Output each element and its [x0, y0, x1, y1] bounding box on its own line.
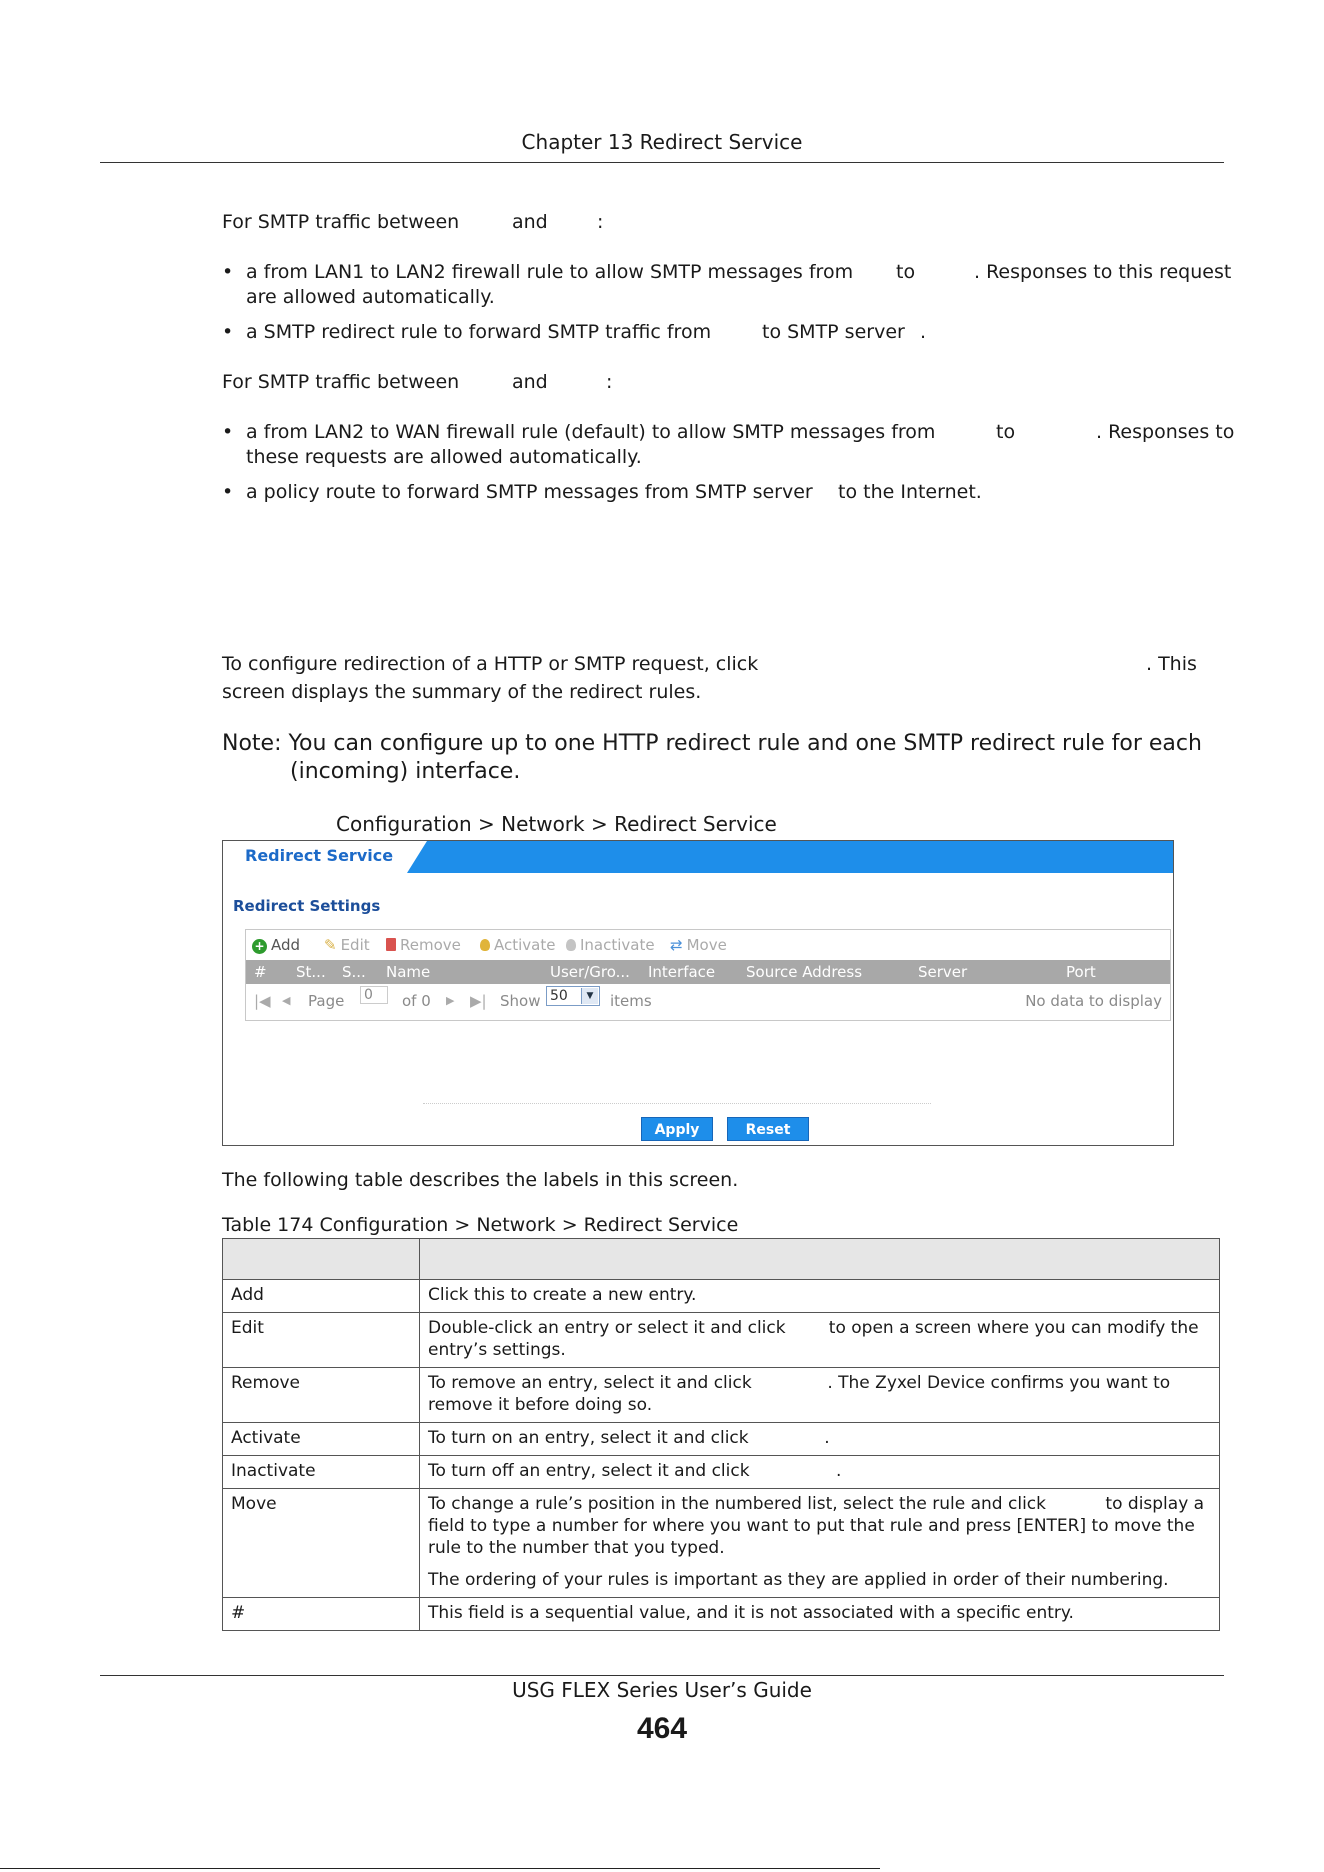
- bullet-text: . Responses to this request: [974, 261, 1232, 283]
- table-header-row: [223, 1239, 1220, 1280]
- table-caption: Table 174 Configuration > Network > Redirect Service: [222, 1214, 739, 1236]
- column-header[interactable]: Name: [386, 963, 431, 981]
- row-text: To remove an entry, select it and click . The Zyxel Device confirms you want to remove it before doing so.: [428, 1373, 1176, 1415]
- row-description: [420, 1280, 1220, 1313]
- redirect-service-screenshot: [222, 840, 1174, 1146]
- table-row: [223, 1489, 1220, 1598]
- row-label: Move: [223, 1489, 420, 1598]
- column-header[interactable]: Interface: [648, 963, 716, 981]
- figure-caption: Configuration > Network > Redirect Service: [336, 812, 777, 836]
- note-line: (incoming) interface.: [290, 759, 521, 784]
- bullet-text: these requests are allowed automatically.: [246, 446, 642, 468]
- reset-button[interactable]: Reset: [727, 1117, 809, 1141]
- table-row: [223, 1598, 1220, 1631]
- header-divider: [100, 162, 1224, 163]
- bullet-text: a policy route to forward SMTP messages from SMTP server: [246, 481, 813, 503]
- bullet-text: to: [896, 261, 916, 283]
- bullet-text: to: [996, 421, 1016, 443]
- row-text: To turn on an entry, select it and click .: [428, 1428, 830, 1448]
- activate-label: Activate: [494, 936, 556, 954]
- para-text: For SMTP traffic between: [222, 211, 460, 233]
- bullet-text: to SMTP server: [762, 321, 905, 343]
- row-description: [420, 1423, 1220, 1456]
- pager: [246, 986, 1170, 1016]
- items-label: items: [610, 992, 652, 1010]
- bullet-text: are allowed automatically.: [246, 286, 495, 308]
- rules-grid: [245, 929, 1171, 1021]
- table-intro: The following table describes the labels in this screen.: [222, 1169, 739, 1191]
- list-item: [222, 260, 1232, 310]
- divider: [423, 1103, 931, 1104]
- lightbulb-icon: [480, 939, 490, 951]
- edit-button[interactable]: [324, 936, 370, 954]
- column-header[interactable]: Server: [918, 963, 968, 981]
- lightbulb-off-icon: [566, 939, 576, 951]
- footer-divider: [100, 1675, 1224, 1676]
- bullet-dot: •: [222, 481, 234, 503]
- apply-button[interactable]: Apply: [641, 1117, 713, 1141]
- para-text: and: [512, 371, 548, 393]
- table-row: [223, 1368, 1220, 1423]
- row-text: Click this to create a new entry.: [428, 1285, 697, 1305]
- row-label: Add: [223, 1280, 420, 1313]
- last-page-icon[interactable]: ▶|: [470, 992, 487, 1010]
- table-header-cell: [223, 1239, 420, 1280]
- bottom-divider: [0, 1868, 880, 1869]
- intro-text: screen displays the summary of the redirect rules.: [222, 681, 702, 703]
- intro-text: To configure redirection of a HTTP or SMTP request, click: [222, 653, 759, 675]
- move-icon: ⇄: [670, 936, 683, 954]
- list-item: [222, 420, 1235, 470]
- inactivate-label: Inactivate: [580, 936, 655, 954]
- prev-page-icon[interactable]: ◀: [282, 994, 291, 1007]
- note-line: Note: You can configure up to one HTTP redirect rule and one SMTP redirect rule for each: [222, 731, 1202, 756]
- tab-redirect-service[interactable]: Redirect Service: [223, 841, 407, 873]
- note: [222, 730, 1222, 786]
- row-text: To change a rule’s position in the numbered list, select the rule and click to display a field to type a number for where you want to put that rule and press [ENTER] to move the rule to the number that you typed.: [428, 1494, 1210, 1558]
- show-label: Show: [500, 992, 541, 1010]
- column-header[interactable]: Port: [1066, 963, 1096, 981]
- row-label: Edit: [223, 1313, 420, 1368]
- para-text: :: [597, 211, 604, 233]
- row-label: #: [223, 1598, 420, 1631]
- row-text: This field is a sequential value, and it is not associated with a specific entry.: [428, 1603, 1074, 1623]
- bullet-text: a from LAN2 to WAN firewall rule (default) to allow SMTP messages from: [246, 421, 936, 443]
- add-label: Add: [271, 936, 301, 954]
- row-description: [420, 1456, 1220, 1489]
- bullet-text: to the Internet.: [838, 481, 982, 503]
- table-row: [223, 1313, 1220, 1368]
- empty-message: No data to display: [1025, 992, 1162, 1010]
- chevron-down-icon: ▼: [581, 988, 598, 1004]
- intro-text: . This: [1146, 653, 1197, 675]
- row-description: [420, 1598, 1220, 1631]
- para-text: and: [512, 211, 548, 233]
- trash-icon: [386, 938, 396, 951]
- row-text: The ordering of your rules is important as they are applied in order of their numbering.: [428, 1570, 1169, 1590]
- remove-label: Remove: [400, 936, 461, 954]
- page-input[interactable]: 0: [360, 986, 388, 1004]
- row-label: Inactivate: [223, 1456, 420, 1489]
- column-header[interactable]: S...: [342, 963, 366, 981]
- table-header-cell: [420, 1239, 1220, 1280]
- edit-icon: ✎: [324, 936, 337, 954]
- table-row: [223, 1423, 1220, 1456]
- move-label: Move: [686, 936, 727, 954]
- page-of-label: of 0: [402, 992, 431, 1010]
- description-table: [222, 1238, 1220, 1631]
- activate-button[interactable]: [480, 936, 555, 954]
- row-text: Double-click an entry or select it and click to open a screen where you can modify the entry’s settings.: [428, 1318, 1204, 1360]
- para-smtp-2: [222, 370, 613, 395]
- page-size-select[interactable]: [546, 986, 600, 1006]
- toolbar: [246, 930, 1170, 960]
- row-text: To turn off an entry, select it and click .: [428, 1461, 842, 1481]
- intro-paragraph: [222, 652, 1222, 705]
- bullet-dot: •: [222, 321, 234, 343]
- column-header[interactable]: St...: [296, 963, 326, 981]
- section-title: Redirect Settings: [233, 897, 381, 915]
- para-smtp-1: [222, 210, 604, 235]
- bullet-dot: •: [222, 261, 234, 283]
- table-row: [223, 1280, 1220, 1313]
- inactivate-button[interactable]: [566, 936, 655, 954]
- para-text: For SMTP traffic between: [222, 371, 460, 393]
- add-icon: +: [252, 939, 267, 954]
- footer-guide-title: USG FLEX Series User’s Guide: [512, 1678, 812, 1702]
- edit-label: Edit: [340, 936, 370, 954]
- bullet-text: a from LAN1 to LAN2 firewall rule to allow SMTP messages from: [246, 261, 854, 283]
- row-label: Activate: [223, 1423, 420, 1456]
- bullet-text: . Responses to: [1096, 421, 1235, 443]
- chapter-header: Chapter 13 Redirect Service: [521, 130, 803, 154]
- remove-button[interactable]: [386, 936, 461, 954]
- move-button[interactable]: [670, 936, 727, 954]
- page-size-value: 50: [550, 988, 568, 1004]
- bullet-text: a SMTP redirect rule to forward SMTP traffic from: [246, 321, 712, 343]
- bullet-dot: •: [222, 421, 234, 443]
- column-header[interactable]: User/Gro...: [550, 963, 630, 981]
- tab-notch: [407, 841, 427, 873]
- para-text: :: [606, 371, 613, 393]
- first-page-icon[interactable]: |◀: [254, 992, 271, 1010]
- page-label: Page: [308, 992, 345, 1010]
- row-description: [420, 1368, 1220, 1423]
- column-header-row: [246, 960, 1170, 984]
- column-header[interactable]: Source Address: [746, 963, 863, 981]
- bullet-text: .: [920, 321, 927, 343]
- page-number: 464: [636, 1712, 688, 1745]
- row-description: [420, 1489, 1220, 1598]
- row-description: [420, 1313, 1220, 1368]
- column-header[interactable]: #: [254, 963, 267, 981]
- table-row: [223, 1456, 1220, 1489]
- add-button[interactable]: [252, 936, 300, 954]
- row-label: Remove: [223, 1368, 420, 1423]
- next-page-icon[interactable]: ▶: [446, 994, 455, 1007]
